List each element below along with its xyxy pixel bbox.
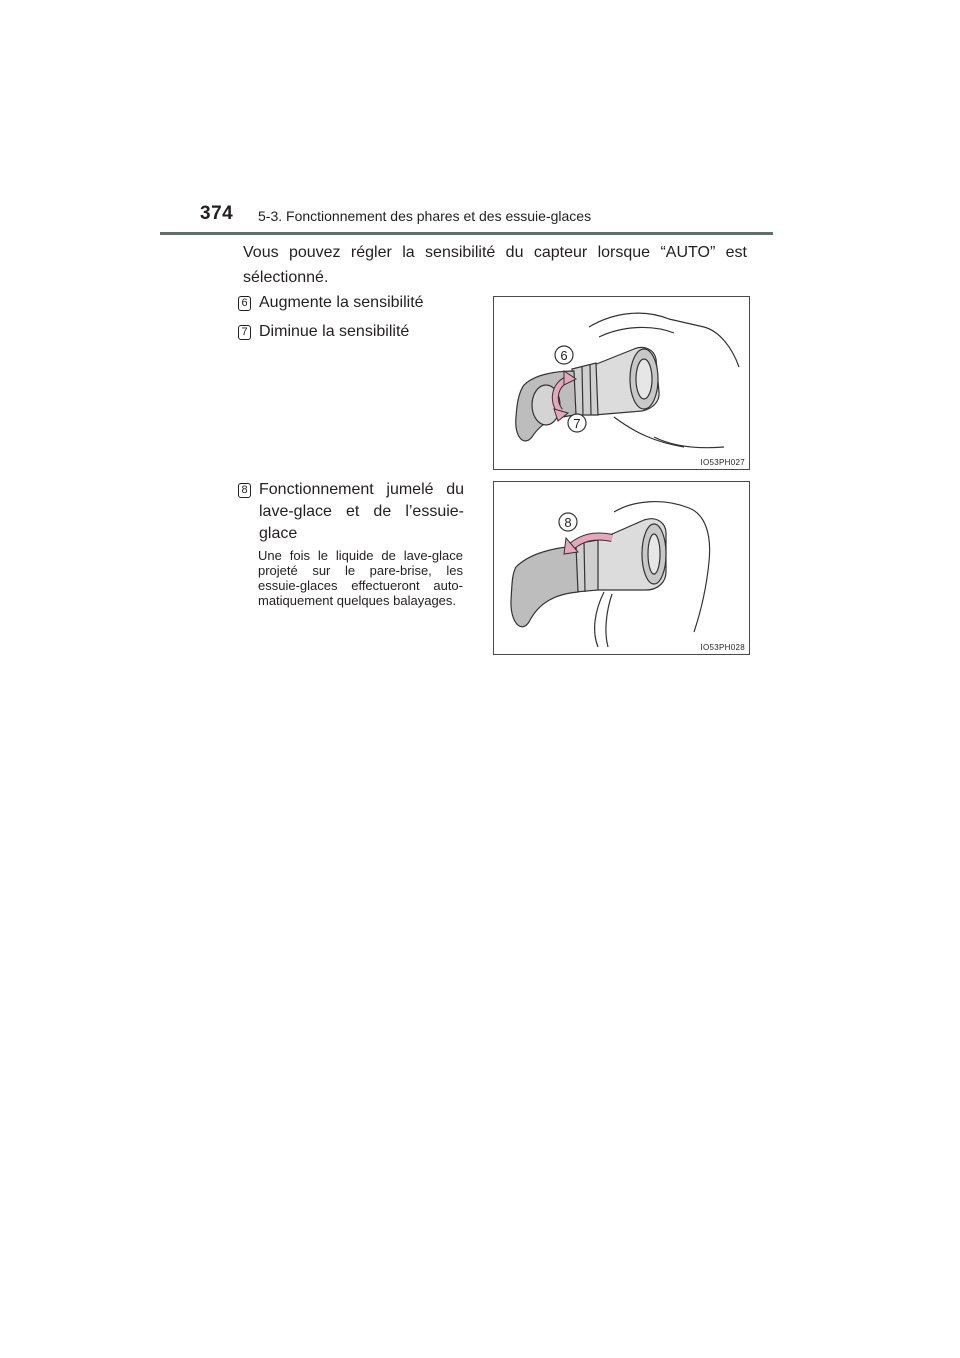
item-number-badge: 8 — [238, 483, 251, 498]
header-rule — [160, 232, 773, 235]
item-label: Diminue la sensibilité — [259, 323, 410, 340]
wiper-switch-illustration — [494, 482, 749, 654]
callout-6: 6 — [560, 348, 568, 363]
list-item-washer-wiper-linked — [238, 479, 464, 545]
callout-7: 7 — [573, 416, 581, 431]
item-label: Fonctionnement jumelé du lave-glace et de l’essuie-glace — [259, 481, 464, 542]
figure-code: IO53PH028 — [700, 643, 745, 652]
page-number: 374 — [200, 203, 234, 224]
wiper-switch-illustration — [494, 297, 749, 469]
list-item-increase-sensitivity — [238, 292, 424, 314]
item-number-badge: 7 — [238, 325, 251, 340]
note-text: Une fois le liquide de lave-glace projeté sur le pare-brise, les essuie-glaces effectueront auto-matiquement quelques balayages. — [258, 548, 463, 608]
intro-paragraph: Vous pouvez régler la sensibilité du capteur lorsque “AUTO” est sélectionné. — [243, 244, 747, 286]
callout-8: 8 — [564, 515, 572, 530]
figure-code: IO53PH027 — [700, 458, 745, 467]
section-title: 5-3. Fonctionnement des phares et des essuie-glaces — [258, 208, 592, 224]
list-item-decrease-sensitivity — [238, 321, 409, 343]
figure-washer-wiper — [493, 481, 750, 655]
item-number-badge: 6 — [238, 296, 251, 311]
item-label: Augmente la sensibilité — [259, 294, 424, 311]
figure-sensitivity-dial — [493, 296, 750, 470]
